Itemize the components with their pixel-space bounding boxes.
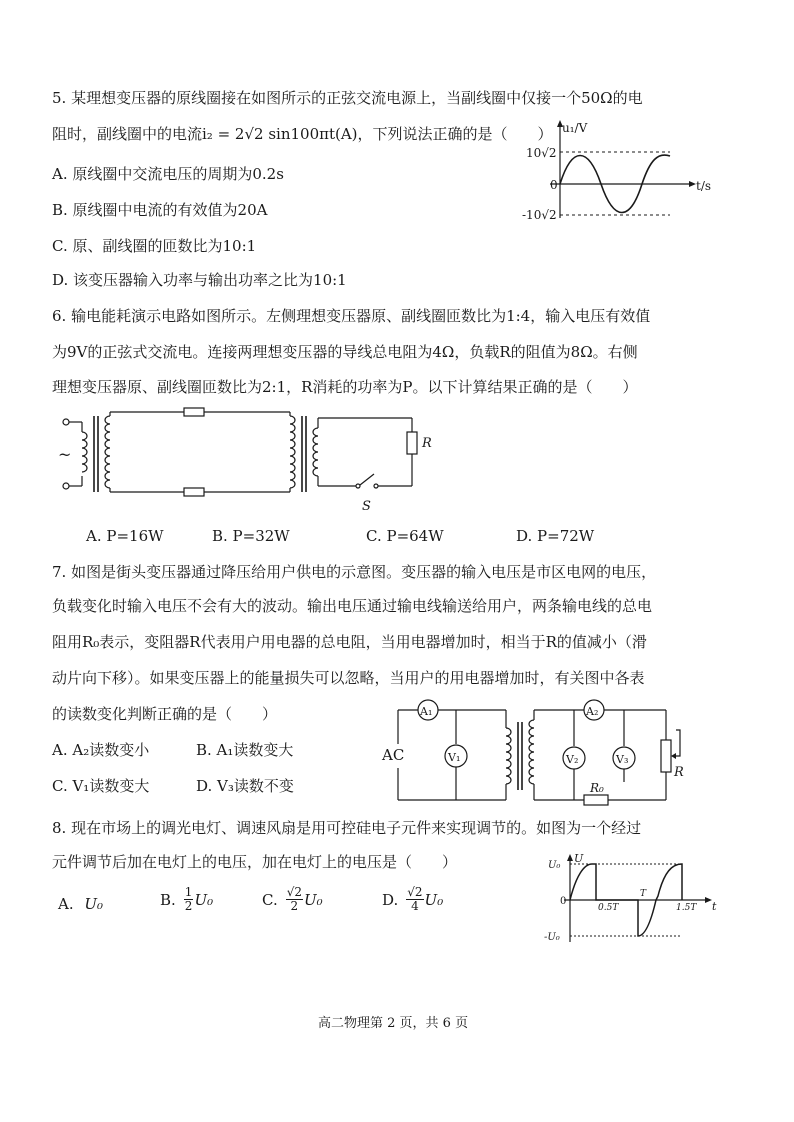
q6-option-b: B. P=32W	[212, 527, 290, 545]
q6-option-c: C. P=64W	[366, 527, 444, 545]
q8-option-c-numerator: √2	[286, 885, 302, 899]
q6-switch-label: S	[362, 499, 371, 514]
q8-graph-bottom-label: -U₀	[544, 932, 560, 943]
q7-voltmeter-v2: V₂	[566, 753, 579, 766]
q8-option-b-fraction	[184, 886, 194, 913]
q8-option-c-fraction	[286, 886, 303, 913]
q5-stem-line2: 阻时，副线圈中的电流i₂ = 2√2 sin100πt(A)，下列说法正确的是（ ）	[52, 125, 553, 143]
q8-option-c-denominator: 2	[290, 899, 299, 913]
q7-rheostat-r-label: R	[674, 765, 684, 780]
q8-option-d	[382, 886, 443, 913]
q5-option-b: B. 原线圈中电流的有效值为20A	[52, 201, 268, 219]
q6-option-a: A. P=16W	[86, 527, 164, 545]
q5-graph-ymin: -10√2	[522, 208, 557, 222]
q8-option-d-fraction	[406, 886, 423, 913]
q7-circuit-diagram	[378, 696, 688, 808]
q8-option-c	[262, 886, 323, 913]
q5-option-d: D. 该变压器输入功率与输出功率之比为10:1	[52, 271, 347, 289]
q8-graph-top-label: U₀	[548, 860, 561, 871]
q8-option-a-label: A.	[58, 895, 74, 913]
q8-option-d-denominator: 4	[411, 899, 419, 913]
q8-option-a-value: U₀	[84, 895, 104, 913]
q7-ac-label: AC	[382, 746, 405, 764]
q7-ammeter-a2: A₂	[586, 705, 599, 718]
q5-graph-ymax: 10√2	[526, 146, 557, 160]
q5-stem-line1: 5. 某理想变压器的原线圈接在如图所示的正弦交流电源上，当副线圈中仅接一个50Ω的电	[52, 89, 643, 107]
q8-option-b-symbol: U₀	[194, 890, 214, 909]
q7-stem-line2: 负载变化时输入电压不会有大的波动。输出电压通过输电线输送给用户，两条输电线的总电	[52, 597, 653, 615]
q7-option-c: C. V₁读数变大	[52, 777, 150, 795]
q7-ammeter-a1: A₁	[420, 705, 433, 718]
q7-voltmeter-v1: V₁	[448, 751, 461, 764]
q7-stem-line3: 阻用R₀表示，变阻器R代表用户用电器的总电阻，当用电器增加时，相当于R的值减小（滑	[52, 633, 647, 651]
q7-stem-line4: 动片向下移）。如果变压器上的能量损失可以忽略，当用户的用电器增加时，有关图中各表	[52, 669, 645, 687]
q7-option-b: B. A₁读数变大	[196, 741, 294, 759]
q5-sine-graph	[520, 118, 720, 228]
q6-circuit-diagram	[52, 404, 432, 514]
q8-graph-tick-period: T	[640, 889, 647, 899]
q6-ac-source-symbol: ~	[58, 445, 72, 464]
q6-option-d: D. P=72W	[516, 527, 595, 545]
q5-option-a: A. 原线圈中交流电压的周期为0.2s	[52, 165, 284, 183]
q5-graph-xlabel: t/s	[696, 179, 712, 193]
q6-stem-line1: 6. 输电能耗演示电路如图所示。左侧理想变压器原、副线圈匝数比为1:4，输入电压有效值	[52, 307, 651, 325]
q8-graph-xlabel: t	[712, 900, 717, 913]
q7-option-a: A. A₂读数变小	[52, 741, 150, 759]
q8-option-a	[58, 894, 103, 914]
q6-stem-line3: 理想变压器原、副线圈匝数比为2:1，R消耗的功率为P。以下计算结果正确的是（ ）	[52, 378, 638, 396]
q8-graph-origin: 0	[560, 896, 567, 907]
q8-option-b-label: B.	[160, 890, 176, 909]
q7-option-d: D. V₃读数不变	[196, 777, 294, 795]
q7-stem-line5: 的读数变化判断正确的是（ ）	[52, 705, 278, 723]
q6-stem-line2: 为9V的正弦式交流电。连接两理想变压器的导线总电阻为4Ω，负载R的阻值为8Ω。右侧	[52, 343, 638, 361]
q8-stem-line1: 8. 现在市场上的调光电灯、调速风扇是用可控硅电子元件来实现调节的。如图为一个经过	[52, 819, 642, 837]
q8-graph-tick-half: 0.5T	[598, 903, 619, 913]
q8-option-b	[160, 886, 213, 913]
page-footer: 高二物理第 2 页，共 6 页	[318, 1016, 469, 1031]
q8-option-b-denominator: 2	[184, 899, 193, 913]
q8-option-b-numerator: 1	[184, 885, 193, 899]
q7-stem-line1: 7. 如图是街头变压器通过降压给用户供电的示意图。变压器的输入电压是市区电网的电压，	[52, 563, 657, 581]
q7-voltmeter-v3: V₃	[616, 753, 629, 766]
q6-resistor-label: R	[422, 436, 432, 451]
q8-stem-line2: 元件调节后加在电灯上的电压，加在电灯上的电压是（ ）	[52, 853, 458, 871]
q5-graph-origin: 0	[550, 178, 558, 192]
q8-option-c-label: C.	[262, 890, 278, 909]
q5-option-c: C. 原、副线圈的匝数比为10:1	[52, 237, 257, 255]
q8-graph-tick-1-5: 1.5T	[676, 903, 697, 913]
q8-option-d-numerator: √2	[407, 885, 423, 899]
q8-option-d-symbol: U₀	[424, 890, 444, 909]
q8-voltage-graph	[540, 850, 730, 946]
q8-graph-ylabel: U	[574, 852, 584, 865]
q7-resistor-r0-label: R₀	[590, 781, 604, 795]
q8-option-c-symbol: U₀	[304, 890, 323, 909]
q8-option-d-label: D.	[382, 890, 399, 909]
q5-graph-ylabel: u₁/V	[562, 121, 588, 135]
